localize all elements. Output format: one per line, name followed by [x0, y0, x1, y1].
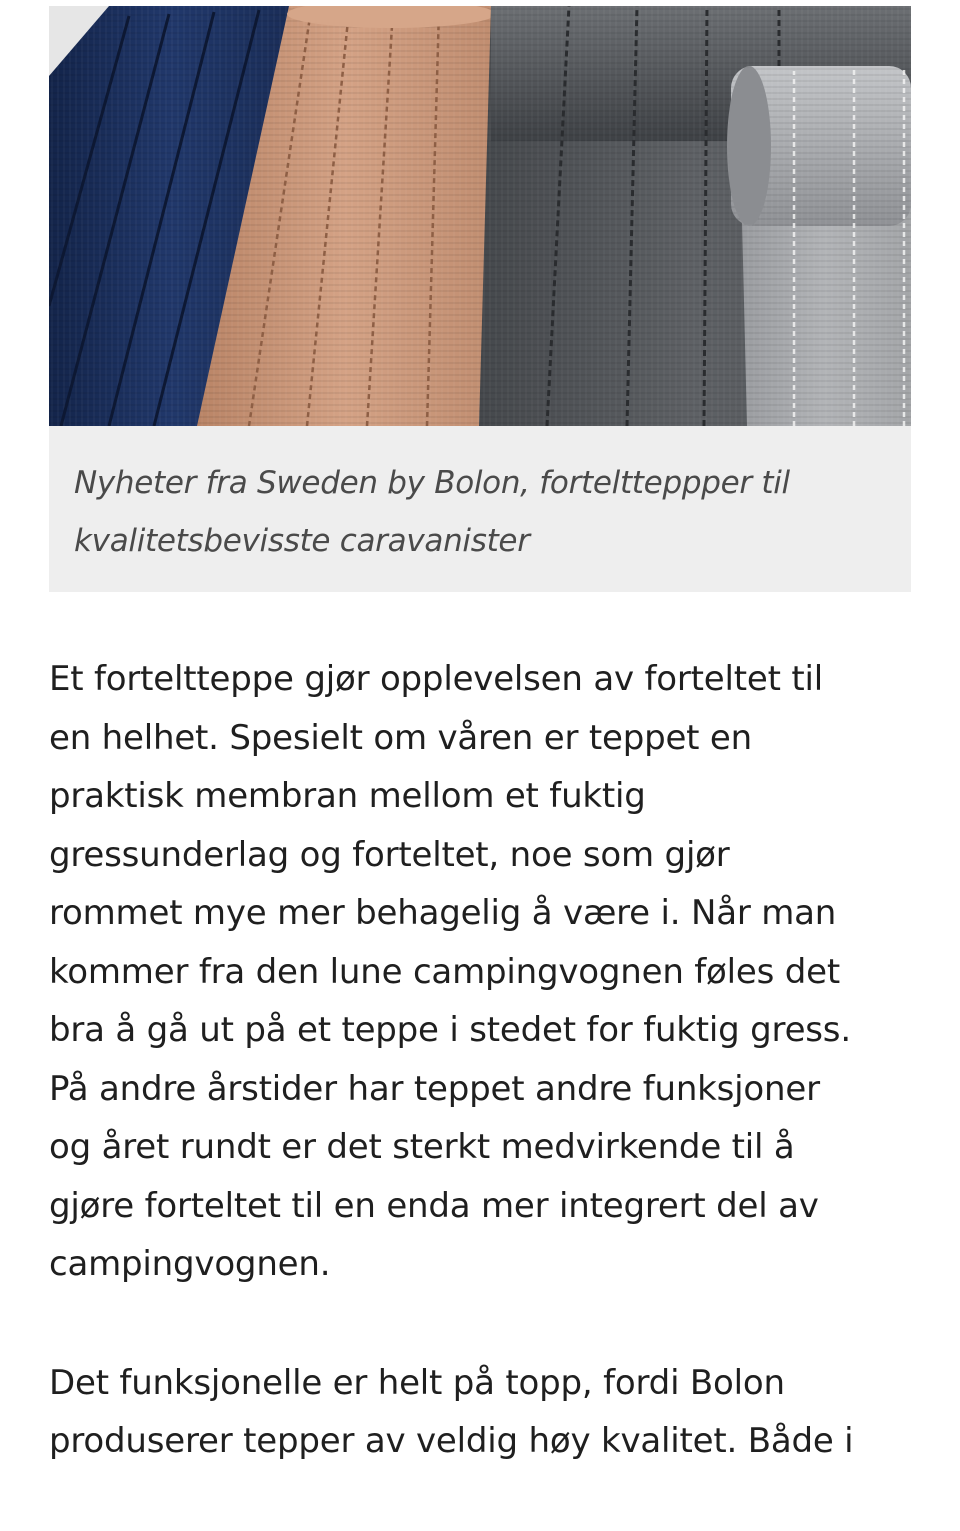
figure-caption: Nyheter fra Sweden by Bolon, forteltteppper til kvalitetsbevisste caravanister	[74, 465, 790, 559]
article-paragraph-2: Det funksjonelle er helt på topp, fordi Bolon produserer tepper av veldig høy kvalitet. Både i	[49, 1362, 854, 1461]
article-body	[49, 650, 919, 1531]
figure-caption-box	[49, 426, 911, 592]
carpet-rolls-photo	[49, 6, 911, 426]
article-paragraph-1: Et forteltteppe gjør opplevelsen av forteltet til en helhet. Spesielt om våren er teppet en praktisk membran mellom et fuktig gressunderlag og forteltet, noe som gjør rommet mye mer behagelig å være i. Når man kommer fra den lune campingvognen føles det bra å gå ut på et teppe i stedet for fuktig gress. På andre årstider har teppet andre funksjoner og året rundt er det sterkt medvirkende til å gjøre forteltet til en enda mer integrert del av campingvognen.	[49, 659, 851, 1284]
article-figure	[49, 6, 911, 592]
